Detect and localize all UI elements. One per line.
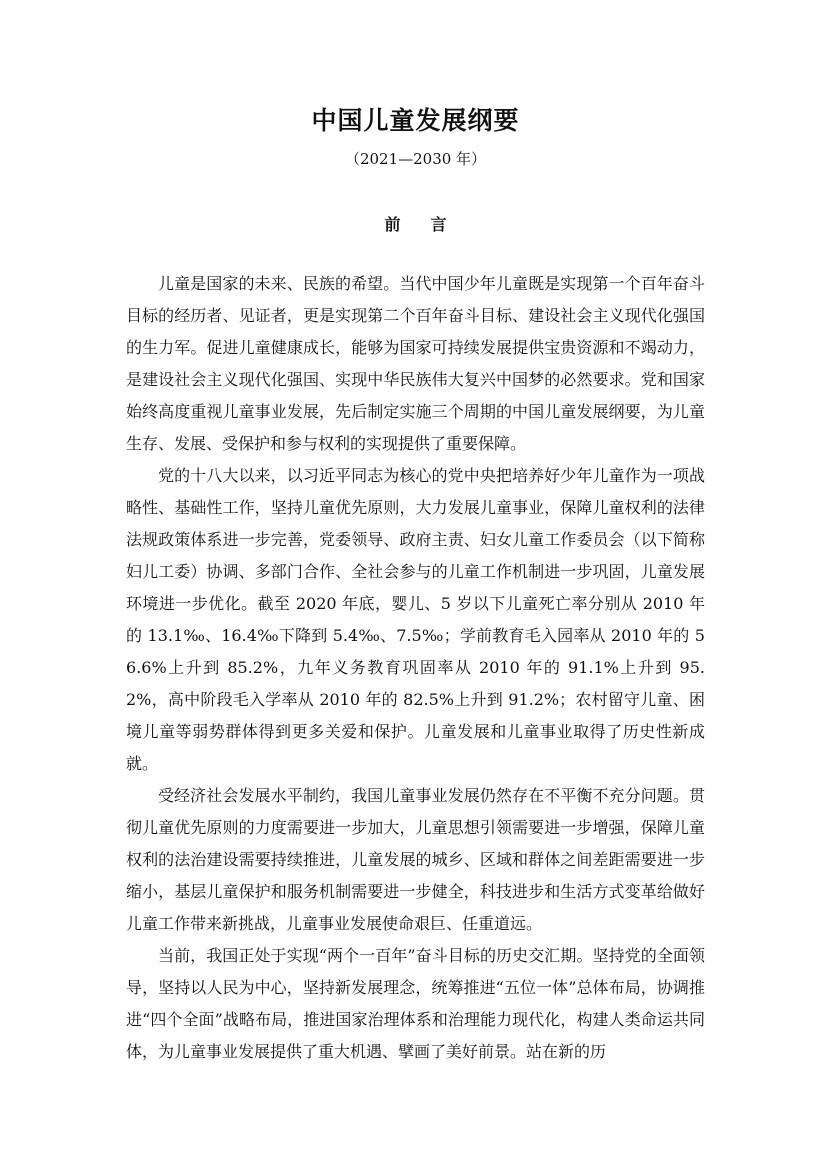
document-subtitle: （2021—2030 年） — [344, 150, 487, 168]
document-body — [126, 268, 705, 1068]
paragraph: 受经济社会发展水平制约，我国儿童事业发展仍然存在不平衡不充分问题。贯彻儿童优先原则的力度需要进一步加大，儿童思想引领需要进一步增强，保障儿童权利的法治建设需要持续推进，儿童发展的城乡、区域和群体之间差距需要进一步缩小，基层儿童保护和服务机制需要进一步健全，科技进步和生活方式变革给做好儿童工作带来新挑战，儿童事业发展使命艰巨、任重道远。 — [126, 786, 705, 933]
paragraph: 党的十八大以来，以习近平同志为核心的党中央把培养好少年儿童作为一项战略性、基础性工作，坚持儿童优先原则，大力发展儿童事业，保障儿童权利的法律法规政策体系进一步完善，党委领导、政府主责、妇女儿童工作委员会（以下简称妇儿工委）协调、多部门合作、全社会参与的儿童工作机制进一步巩固，儿童发展环境进一步优化。截至 2020 年底，婴儿、5 岁以下儿童死亡率分别从 2010 年的 13.1‰、16.4‰下降到 5.4‰、7.5‰；学前教育毛入园率从 2010 年的 56.6%上升到 85.2%，九年义务教育巩固率从 2010 年的 91.1%上升到 95.2%，高中阶段毛入学率从 2010 年的 82.5%上升到 91.2%；农村留守儿童、困境儿童等弱势群体得到更多关爱和保护。儿童发展和儿童事业取得了历史性新成就。 — [126, 466, 705, 773]
paragraph: 儿童是国家的未来、民族的希望。当代中国少年儿童既是实现第一个百年奋斗目标的经历者、见证者，更是实现第二个百年奋斗目标、建设社会主义现代化强国的生力军。促进儿童健康成长，能够为国家可持续发展提供宝贵资源和不竭动力，是建设社会主义现代化强国、实现中华民族伟大复兴中国梦的必然要求。党和国家始终高度重视儿童事业发展，先后制定实施三个周期的中国儿童发展纲要，为儿童生存、发展、受保护和参与权利的实现提供了重要保障。 — [126, 274, 705, 453]
section-heading-preface: 前言 — [384, 215, 477, 234]
paragraph: 当前，我国正处于实现“两个一百年”奋斗目标的历史交汇期。坚持党的全面领导，坚持以人民为中心，坚持新发展理念，统筹推进“五位一体”总体布局，协调推进“四个全面”战略布局，推进国家治理体系和治理能力现代化，构建人类命运共同体，为儿童事业发展提供了重大机遇、擘画了美好前景。站在新的历 — [126, 946, 705, 1061]
document-title: 中国儿童发展纲要 — [311, 106, 520, 135]
